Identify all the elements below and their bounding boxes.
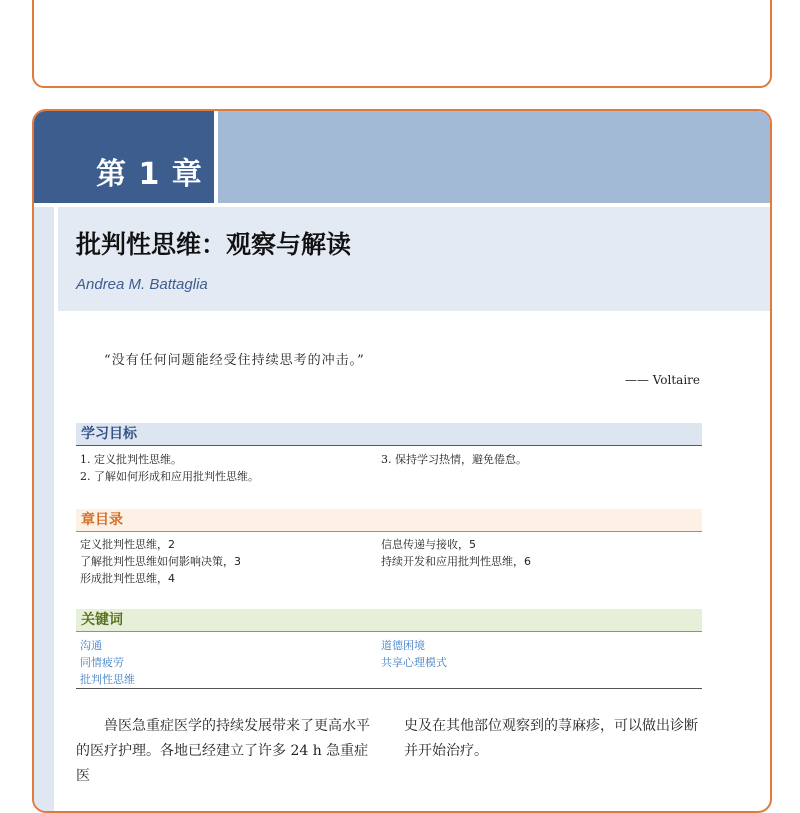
keyword-item[interactable]: 同情疲劳 xyxy=(80,656,124,669)
objectives-col-left xyxy=(80,451,259,485)
epigraph-quote: “没有任何问题能经受住持续思考的冲击。” xyxy=(104,353,365,368)
keywords-bottom-rule xyxy=(76,688,702,689)
chapter-number: 第 1 章 xyxy=(96,157,203,192)
learning-objectives-heading: 学习目标 xyxy=(76,423,702,446)
toc-item[interactable]: 信息传递与接收，5 xyxy=(381,538,476,551)
keywords-col-right xyxy=(381,637,447,671)
chapter-title: 批判性思维：观察与解读 xyxy=(76,230,352,259)
body-column-left xyxy=(76,714,381,789)
toc-item[interactable]: 了解批判性思维如何影响决策，3 xyxy=(80,555,241,568)
objective-item: 3. 保持学习热情，避免倦怠。 xyxy=(381,453,527,466)
keyword-item[interactable]: 共享心理模式 xyxy=(381,656,447,669)
body-column-right xyxy=(404,714,709,764)
body-line: 史及在其他部位观察到的荨麻疹，可以做出诊断 xyxy=(404,718,698,734)
keywords-section xyxy=(76,609,702,686)
objective-item: 2. 了解如何形成和应用批判性思维。 xyxy=(80,470,259,483)
toc-col-left xyxy=(80,536,241,587)
chapter-contents-section xyxy=(76,509,702,585)
objectives-col-right xyxy=(381,451,527,468)
body-line: 的医疗护理。各地已经建立了许多 24 h 急重症医 xyxy=(76,743,369,784)
top-content-box xyxy=(32,0,772,88)
toc-col-right xyxy=(381,536,531,570)
chapter-contents-heading: 章目录 xyxy=(76,509,702,532)
keyword-item[interactable]: 沟通 xyxy=(80,639,102,652)
chapter-author: Andrea M. Battaglia xyxy=(76,276,208,293)
left-margin-strip xyxy=(34,207,54,813)
toc-item[interactable]: 形成批判性思维，4 xyxy=(80,572,175,585)
toc-item[interactable]: 定义批判性思维，2 xyxy=(80,538,175,551)
chapter-header-light xyxy=(218,111,772,203)
keywords-heading: 关键词 xyxy=(76,609,702,632)
keyword-item[interactable]: 批判性思维 xyxy=(80,673,135,686)
keywords-col-left xyxy=(80,637,135,688)
toc-item[interactable]: 持续开发和应用批判性思维，6 xyxy=(381,555,531,568)
epigraph-source: —— Voltaire xyxy=(624,373,700,387)
chapter-page-frame xyxy=(32,109,772,813)
learning-objectives-section xyxy=(76,423,702,483)
keyword-item[interactable]: 道德困境 xyxy=(381,639,425,652)
body-line: 兽医急重症医学的持续发展带来了更高水平 xyxy=(104,718,370,734)
objective-item: 1. 定义批判性思维。 xyxy=(80,453,182,466)
body-line: 并开始治疗。 xyxy=(404,743,488,759)
